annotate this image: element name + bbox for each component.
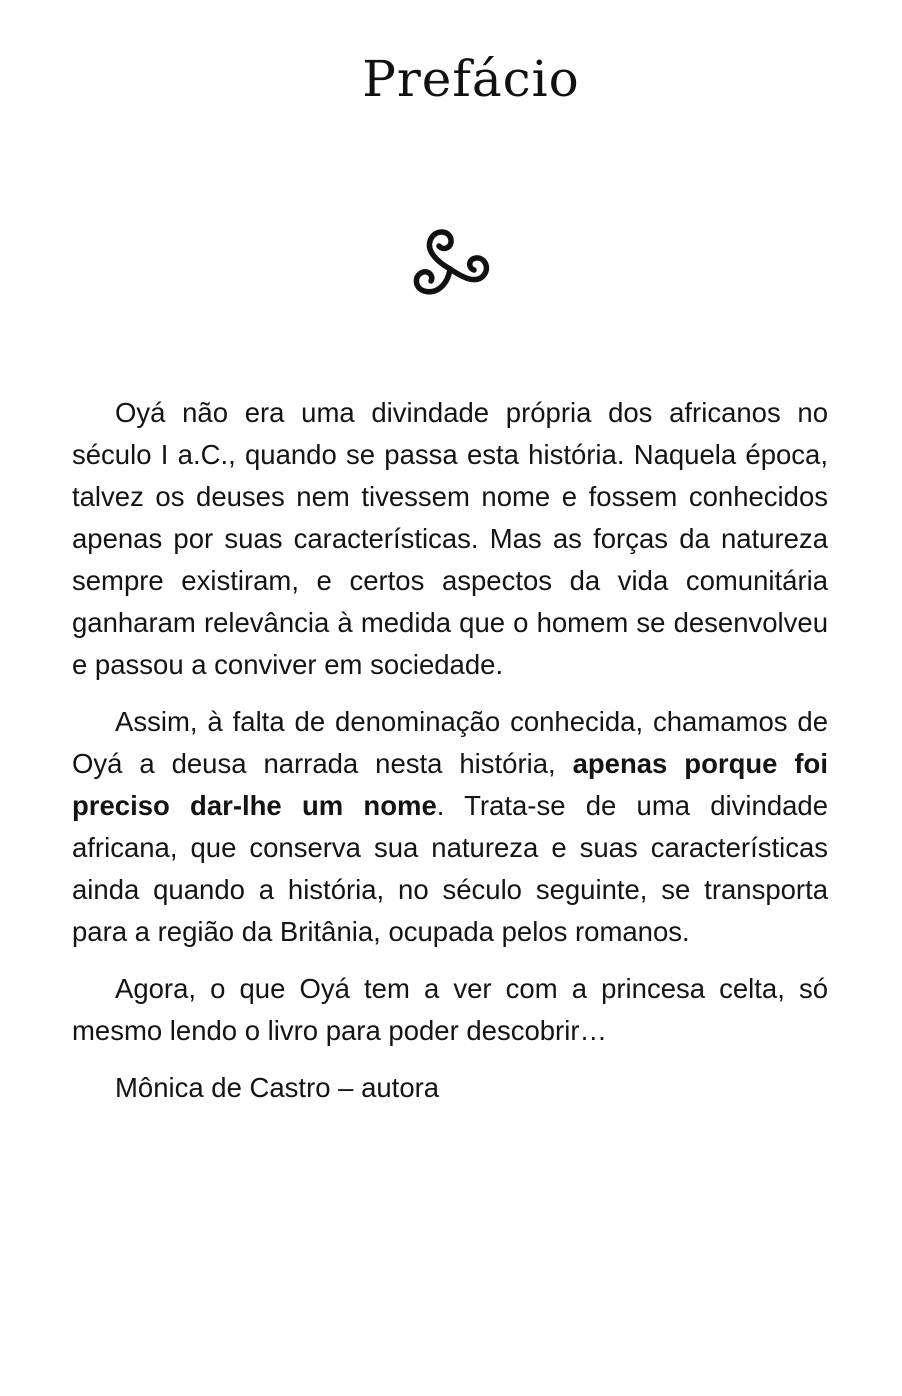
paragraph-1: Oyá não era uma divindade própria dos africanos no século I a.C., quando se passa esta história. Naquela época, talvez os deuses nem tivessem nome e fossem conhecidos apenas por suas características. Mas as forças da natureza sempre existiram, e certos aspectos da vida comunitária ganharam relevância à medida que o homem se desenvolveu e passou a conviver em sociedade. xyxy=(72,397,828,680)
signature: Mônica de Castro – autora xyxy=(115,1072,440,1103)
paragraph-2-start: Assim, à falta de denominação conhecida, chamamos de Oyá a deusa narrada nesta história, xyxy=(72,706,828,779)
paragraph-2-bold: apenas porque foi preciso dar-lhe um nome xyxy=(72,748,828,821)
page-title: Prefácio xyxy=(362,50,580,108)
paragraph-2 xyxy=(72,701,828,953)
triskelion-icon xyxy=(410,227,490,307)
paragraph-2-end: . Trata-se de uma divindade africana, que conserva sua natureza e suas características ainda quando a história, no século seguinte, se transporta para a região da Britânia, ocupada pelos romanos. xyxy=(72,790,829,947)
paragraph-3: Agora, o que Oyá tem a ver com a princesa celta, só mesmo lendo o livro para poder descobrir… xyxy=(72,973,828,1046)
preface-text xyxy=(72,392,828,1124)
